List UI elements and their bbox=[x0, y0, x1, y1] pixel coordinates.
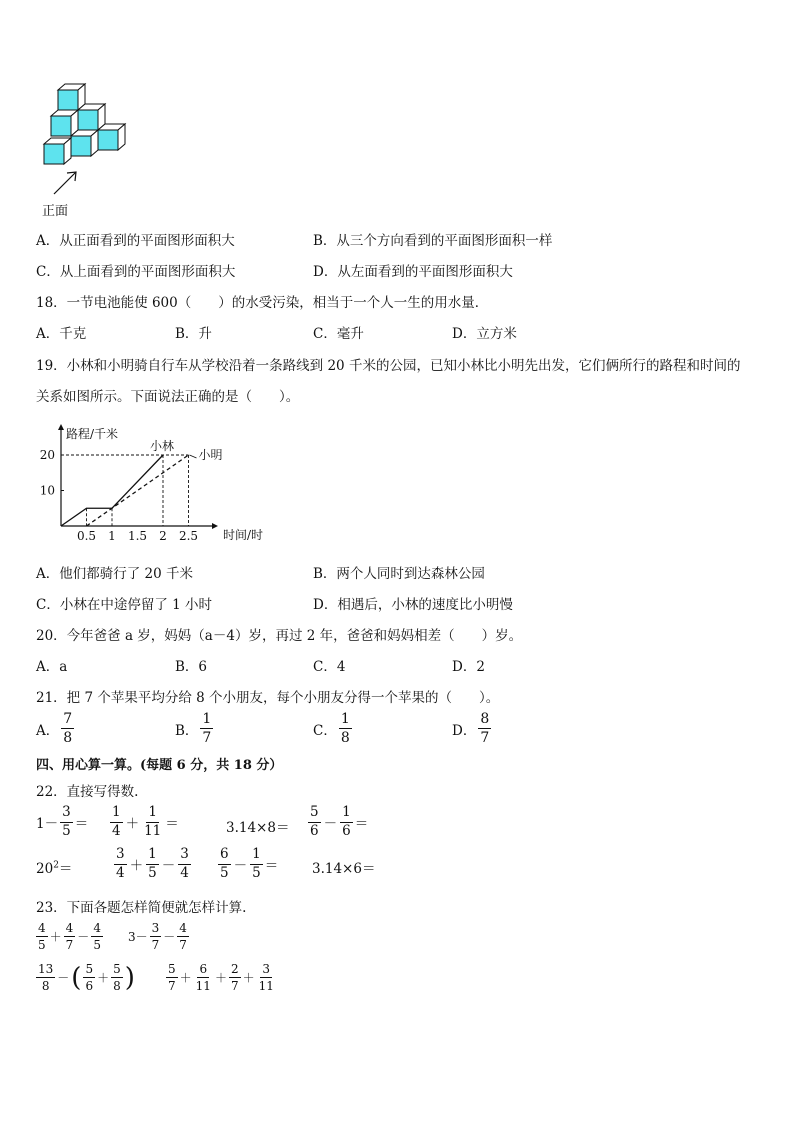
y-tick-label-0: 10 bbox=[39, 483, 55, 498]
q17-option-c[interactable]: C．从上面看到的平面图形面积大 bbox=[36, 264, 236, 280]
q18-option-d[interactable]: D．立方米 bbox=[452, 326, 517, 342]
q19-option-b[interactable]: B．两个人同时到达森林公园 bbox=[313, 566, 485, 582]
q22-expr-g: $\frac{6}{5}$ － $\frac{1}{5}$ ＝ bbox=[220, 846, 279, 881]
series-label-1-leader bbox=[190, 455, 197, 458]
q23-expr-d: $\frac{5}{7}$ ＋ $\frac{6}{11}$ ＋ $\frac{2}{7}$ ＋ $\frac{3}{11}$ bbox=[168, 962, 274, 993]
cube-2 bbox=[98, 124, 125, 150]
front-arrow-icon bbox=[50, 168, 90, 198]
cube-4 bbox=[71, 130, 98, 156]
q19-option-a[interactable]: A．他们都骑行了 20 千米 bbox=[36, 566, 194, 582]
q22-expr-d: $\frac{5}{6}$ － $\frac{1}{6}$ ＝ bbox=[310, 804, 369, 839]
q18-option-a[interactable]: A．千克 bbox=[36, 326, 87, 342]
q21-option-d-fraction: $\frac{8}{7}$ bbox=[480, 711, 490, 746]
q21-option-a-letter: A． bbox=[36, 722, 60, 739]
y-axis-label: 路程/千米 bbox=[66, 427, 119, 441]
q19-option-d[interactable]: D．相遇后，小林的速度比小明慢 bbox=[313, 597, 513, 613]
x-tick-label-0: 0.5 bbox=[76, 529, 97, 543]
series-line-1 bbox=[87, 455, 189, 526]
q19-stem-line1: 19．小林和小明骑自行车从学校沿着一条路线到 20 千米的公园，已知小林比小明先出发，它们俩所行的路程和时间的 bbox=[36, 358, 741, 374]
x-tick-label-4: 2.5 bbox=[178, 529, 199, 543]
y-tick-label-1: 20 bbox=[39, 448, 55, 462]
q22-stem: 22．直接写得数. bbox=[36, 784, 139, 800]
section4-title: 四、用心算一算。(每题 6 分，共 18 分） bbox=[36, 758, 283, 773]
q22-expr-e: $20^2=$ bbox=[36, 860, 73, 877]
q22-expr-f: $\frac{3}{4}$ ＋ $\frac{1}{5}$ － $\frac{3}{4}$ bbox=[116, 846, 189, 881]
q23-expr-c: $\frac{13}{8}$ － ( $\frac{5}{6}$ ＋ $\frac{5}{8}$ ) bbox=[38, 962, 135, 993]
cube-stack-image bbox=[38, 78, 138, 178]
q21-option-b-fraction: $\frac{1}{7}$ bbox=[202, 711, 212, 746]
x-tick-label-3: 2 bbox=[159, 529, 167, 543]
q20-stem: 20．今年爸爸 a 岁，妈妈（a－4）岁，再过 2 年，爸爸和妈妈相差（ ）岁。 bbox=[36, 628, 523, 644]
q18-option-c[interactable]: C．毫升 bbox=[313, 326, 364, 342]
distance-time-chart bbox=[36, 422, 266, 550]
q20-option-c[interactable]: C．4 bbox=[313, 659, 346, 675]
cube-figure bbox=[38, 78, 138, 218]
series-label-1: 小明 bbox=[198, 448, 223, 462]
q18-stem: 18．一节电池能使 600（ ）的水受污染，相当于一个人一生的用水量． bbox=[36, 295, 489, 311]
q19-stem-line2: 关系如图所示。下面说法正确的是（ ）。 bbox=[36, 389, 300, 405]
cube-0 bbox=[58, 84, 85, 110]
front-label: 正面 bbox=[42, 204, 69, 219]
q20-option-d[interactable]: D．2 bbox=[452, 659, 485, 675]
q21-option-c[interactable] bbox=[313, 712, 352, 745]
x-tick-label-2: 1.5 bbox=[127, 529, 148, 543]
q21-option-d[interactable] bbox=[452, 712, 491, 745]
cube-1 bbox=[78, 104, 105, 130]
q22-expr-b: $\frac{1}{4}$ ＋ $\frac{1}{11}$ ＝ bbox=[112, 804, 179, 839]
q23-expr-a: $\frac{4}{5}$ ＋ $\frac{4}{7}$ － $\frac{4}{5}$ bbox=[38, 921, 101, 952]
q21-option-d-letter: D． bbox=[452, 722, 477, 739]
q23-expr-b: 3－ $\frac{3}{7}$ － $\frac{4}{7}$ bbox=[128, 921, 187, 952]
q21-option-b-letter: B． bbox=[175, 722, 199, 739]
cube-3 bbox=[51, 110, 78, 136]
q21-option-c-letter: C． bbox=[313, 722, 337, 739]
y-axis-arrow-icon bbox=[58, 424, 64, 430]
q20-option-b[interactable]: B．6 bbox=[175, 659, 208, 675]
q17-option-d[interactable]: D．从左面看到的平面图形面积大 bbox=[313, 264, 513, 280]
q21-option-a-fraction: $\frac{7}{8}$ bbox=[63, 711, 73, 746]
q19-option-c[interactable]: C．小林在中途停留了 1 小时 bbox=[36, 597, 213, 613]
q22-expr-c: 3.14×8＝ bbox=[226, 820, 290, 836]
q21-option-c-fraction: $\frac{1}{8}$ bbox=[340, 711, 350, 746]
q17-option-b[interactable]: B．从三个方向看到的平面图形面积一样 bbox=[313, 233, 553, 249]
x-axis-arrow-icon bbox=[212, 523, 218, 529]
q17-option-a[interactable]: A．从正面看到的平面图形面积大 bbox=[36, 233, 235, 249]
x-tick-label-1: 1 bbox=[108, 529, 116, 543]
q21-option-b[interactable] bbox=[175, 712, 213, 745]
q22-expr-a: 1－ $\frac{3}{5}$ ＝ bbox=[36, 804, 89, 839]
x-axis-label: 时间/时 bbox=[223, 528, 264, 542]
q21-option-a[interactable] bbox=[36, 712, 74, 745]
cube-5 bbox=[44, 138, 71, 164]
q18-option-b[interactable]: B．升 bbox=[175, 326, 212, 342]
q23-stem: 23．下面各题怎样简便就怎样计算. bbox=[36, 900, 247, 916]
series-label-0: 小林 bbox=[149, 439, 175, 453]
q21-stem: 21．把 7 个苹果平均分给 8 个小朋友，每个小朋友分得一个苹果的（ ）。 bbox=[36, 690, 500, 706]
q20-option-a[interactable]: A．a bbox=[36, 659, 68, 675]
q22-expr-h: 3.14×6＝ bbox=[312, 861, 376, 877]
